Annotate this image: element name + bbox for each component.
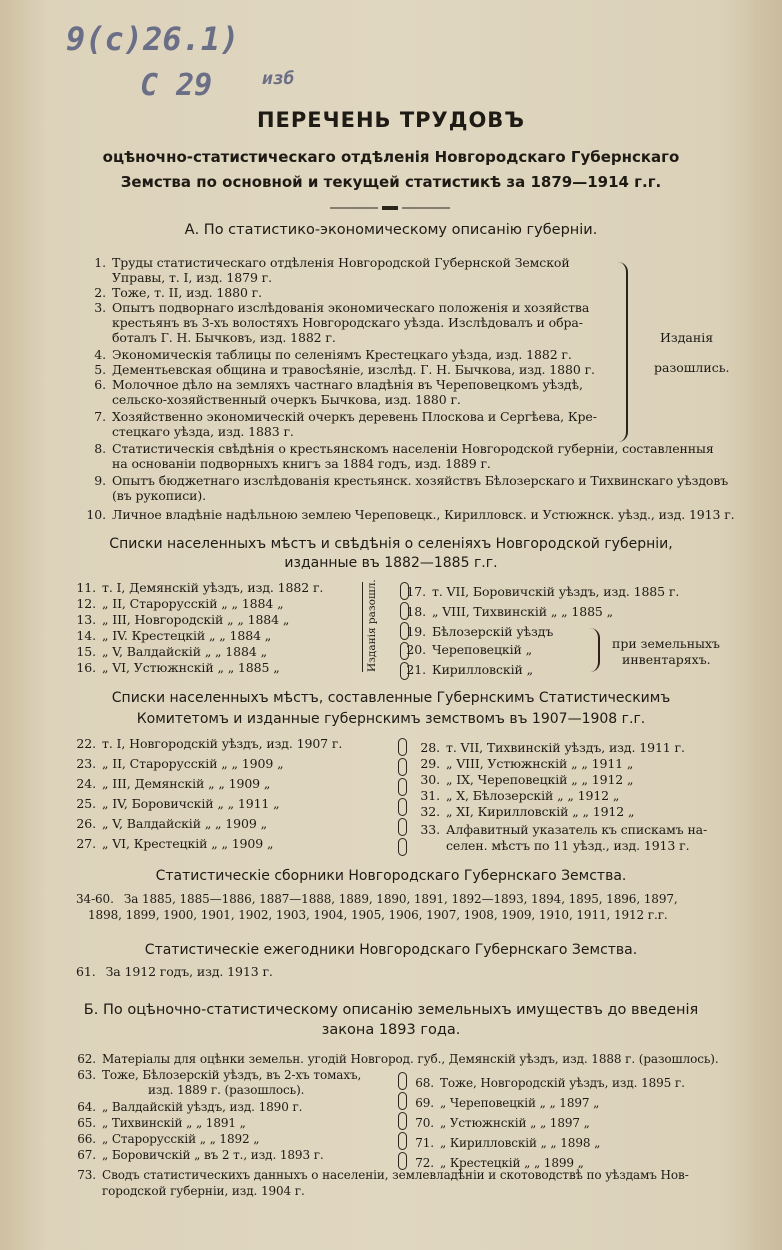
inventory-brace bbox=[590, 628, 600, 672]
item-number: 71. bbox=[415, 1136, 434, 1150]
item-number: 30. bbox=[420, 772, 440, 787]
list-item: За 1912 годъ, изд. 1913 г. bbox=[105, 964, 273, 979]
sborniki-years-1: За 1885, 1885—1886, 1887—1888, 1889, 1890, 1891, 1892—1893, 1894, 1895, 1896, 1897, bbox=[123, 892, 678, 906]
subtitle-line-2: Земства по основной и текущей статистикѣ за 1879—1914 г.г. bbox=[120, 173, 662, 191]
list-item: изд. 1889 г. (разошлось). bbox=[148, 1083, 305, 1097]
list-item: „ Валдайскій уѣздъ, изд. 1890 г. bbox=[102, 1100, 303, 1114]
lists-1907-heading-2: Комитетомъ и изданные губернскимъ земствомъ въ 1907—1908 г.г. bbox=[136, 711, 646, 727]
item-number: 7. bbox=[94, 409, 106, 424]
item-number: 16. bbox=[76, 660, 96, 675]
list-item: Череповецкій „ bbox=[432, 642, 532, 657]
list-item: т. VII, Тихвинскій уѣздъ, изд. 1911 г. bbox=[446, 740, 685, 755]
item-number: 73. bbox=[77, 1168, 96, 1182]
item-number: 6. bbox=[94, 377, 106, 392]
list-item: Тоже, т. II, изд. 1880 г. bbox=[112, 285, 262, 300]
item-number: 63. bbox=[77, 1068, 96, 1082]
list-item: боталъ Г. Н. Бычковъ, изд. 1882 г. bbox=[112, 330, 336, 345]
brace-label-2: разошлись. bbox=[654, 360, 730, 375]
brace-label-1: Изданія bbox=[660, 330, 714, 345]
lists-1907-heading-1: Списки населенныхъ мѣстъ, составленные Губернскимъ Статистическимъ bbox=[111, 690, 671, 706]
chain-divider bbox=[398, 738, 407, 858]
list-item: „ Тихвинскій „ „ 1891 „ bbox=[102, 1116, 246, 1130]
item-number: 64. bbox=[77, 1100, 96, 1114]
list-item: Управы, т. I, изд. 1879 г. bbox=[112, 270, 272, 285]
list-item: „ IX, Череповецкій „ „ 1912 „ bbox=[446, 772, 634, 787]
item-number: 69. bbox=[415, 1096, 434, 1110]
section-b-heading-1: Б. По оцѣночно-статистическому описанію земельныхъ имуществъ до введенія bbox=[83, 1002, 699, 1018]
item-number: 20. bbox=[406, 642, 426, 657]
list-item: стецкаго уѣзда, изд. 1883 г. bbox=[112, 424, 294, 439]
list-item: Матеріалы для оцѣнки земельн. угодій Новгород. губ., Демянскій уѣздъ, изд. 1888 г. (разошлось). bbox=[102, 1052, 719, 1066]
section-a-heading: А. По статистико-экономическому описанію губерніи. bbox=[184, 222, 598, 238]
list-item: т. I, Новгородскій уѣздъ, изд. 1907 г. bbox=[102, 736, 343, 751]
list-item: „ IV. Крестецкій „ „ 1884 „ bbox=[102, 628, 272, 643]
item-number: 18. bbox=[406, 604, 426, 619]
handwritten-extra: изб bbox=[262, 68, 295, 89]
lists-1882-heading-1: Списки населенныхъ мѣстъ и свѣдѣнія о селеніяхъ Новгородской губерніи, bbox=[109, 536, 673, 552]
list-item: Тоже, Бѣлозерскій уѣздъ, въ 2-хъ томахъ, bbox=[102, 1068, 362, 1082]
brace-bracket bbox=[612, 262, 628, 442]
list-item: „ VI, Крестецкій „ „ 1909 „ bbox=[102, 836, 274, 851]
chain-divider bbox=[398, 1072, 407, 1172]
sborniki-heading: Статистическіе сборники Новгородскаго Губернскаго Земства. bbox=[155, 868, 627, 884]
list-item: Алфавитный указатель къ спискамъ на- bbox=[446, 822, 708, 837]
vertical-note: Изданія разошл. bbox=[366, 579, 378, 672]
item-number: 24. bbox=[76, 776, 96, 791]
list-item: „ III, Демянскій „ „ 1909 „ bbox=[102, 776, 271, 791]
item-number: 70. bbox=[415, 1116, 434, 1130]
list-item: „ VIII, Тихвинскій „ „ 1885 „ bbox=[432, 604, 614, 619]
list-item: „ II, Старорусскій „ „ 1909 „ bbox=[102, 756, 284, 771]
list-item: „ Боровичскій „ въ 2 т., изд. 1893 г. bbox=[102, 1148, 324, 1162]
item-number: 15. bbox=[76, 644, 96, 659]
item-number: 22. bbox=[76, 736, 96, 751]
list-item: „ VIII, Устюжнскій „ „ 1911 „ bbox=[446, 756, 634, 771]
item-number: 5. bbox=[94, 362, 106, 377]
list-item: Сводъ статистическихъ данныхъ о населеніи, землевладѣніи и скотоводствѣ по уѣздамъ Нов- bbox=[102, 1168, 689, 1182]
item-number: 66. bbox=[77, 1132, 96, 1146]
vertical-divider bbox=[348, 582, 363, 672]
inventory-note-2: инвентаряхъ. bbox=[622, 652, 711, 667]
item-number: 32. bbox=[420, 804, 440, 819]
inventory-note-1: при земельныхъ bbox=[612, 636, 721, 651]
item-number: 33. bbox=[420, 822, 440, 837]
item-number: 1. bbox=[94, 255, 106, 270]
list-item: т. I, Демянскій уѣздъ, изд. 1882 г. bbox=[102, 580, 324, 595]
item-number: 26. bbox=[76, 816, 96, 831]
list-item: Бѣлозерскій уѣздъ bbox=[432, 624, 554, 639]
shelf-mark: 9(с)26.1) bbox=[66, 20, 240, 58]
item-number: 17. bbox=[406, 584, 426, 599]
list-item: сельско-хозяйственный очеркъ Бычкова, изд. 1880 г. bbox=[112, 392, 461, 407]
item-number: 14. bbox=[76, 628, 96, 643]
item-number: 27. bbox=[76, 836, 96, 851]
list-item: Опытъ бюджетнаго изслѣдованія крестьянск. хозяйствъ Бѣлозерскаго и Тихвинскаго уѣздовъ bbox=[112, 473, 729, 488]
list-item: „ Старорусскій „ „ 1892 „ bbox=[102, 1132, 260, 1146]
item-number: 28. bbox=[420, 740, 440, 755]
item-number: 25. bbox=[76, 796, 96, 811]
item-number: 21. bbox=[406, 662, 426, 677]
item-number: 9. bbox=[94, 473, 106, 488]
list-item: „ VI, Устюжнскій „ „ 1885 „ bbox=[102, 660, 280, 675]
ezhegodniki-heading: Статистическіе ежегодники Новгородскаго Губернскаго Земства. bbox=[144, 942, 638, 958]
item-number: 11. bbox=[76, 580, 96, 595]
item-number: 10. bbox=[86, 507, 106, 522]
item-number: 4. bbox=[94, 347, 106, 362]
item-number: 31. bbox=[420, 788, 440, 803]
list-item: Молочное дѣло на земляхъ частнаго владѣнія въ Череповецкомъ уѣздѣ, bbox=[112, 377, 583, 392]
list-item: Кирилловскій „ bbox=[432, 662, 533, 677]
item-number: 72. bbox=[415, 1156, 434, 1170]
page-title: ПЕРЕЧЕНЬ ТРУДОВЪ bbox=[256, 108, 526, 132]
subtitle-line-1: оцѣночно-статистическаго отдѣленія Новгородскаго Губернскаго bbox=[102, 148, 680, 166]
list-item: „ XI, Кирилловскій „ „ 1912 „ bbox=[446, 804, 635, 819]
item-number: 67. bbox=[77, 1148, 96, 1162]
list-item: „ II, Старорусскій „ „ 1884 „ bbox=[102, 596, 284, 611]
section-b-heading-2: закона 1893 года. bbox=[321, 1022, 461, 1038]
item-number: 8. bbox=[94, 441, 106, 456]
item-number: 68. bbox=[415, 1076, 434, 1090]
list-item: Личное владѣніе надѣльною землею Череповецк., Кирилловск. и Устюжнск. уѣзд., изд. 1913 г. bbox=[112, 507, 735, 522]
list-item: „ Кирилловскій „ „ 1898 „ bbox=[440, 1136, 601, 1150]
item-number: 23. bbox=[76, 756, 96, 771]
handwritten-code: С 29 bbox=[140, 68, 213, 103]
list-item: Экономическія таблицы по селеніямъ Крестецкаго уѣзда, изд. 1882 г. bbox=[112, 347, 572, 362]
list-item: „ Череповецкій „ „ 1897 „ bbox=[440, 1096, 600, 1110]
list-item: Дементьевская община и травосѣяніе, изслѣд. Г. Н. Бычкова, изд. 1880 г. bbox=[112, 362, 595, 377]
list-item: на основаніи подворныхъ книгъ за 1884 годъ, изд. 1889 г. bbox=[112, 456, 491, 471]
item-number: 3. bbox=[94, 300, 106, 315]
list-item: „ IV, Боровичскій „ „ 1911 „ bbox=[102, 796, 280, 811]
list-item: „ III, Новгородскій „ „ 1884 „ bbox=[102, 612, 290, 627]
list-item: Тоже, Новгородскій уѣздъ, изд. 1895 г. bbox=[440, 1076, 685, 1090]
list-item: Статистическія свѣдѣнія о крестьянскомъ населеніи Новгородской губерніи, составленныя bbox=[112, 441, 714, 456]
item-number: 34-60. bbox=[76, 892, 114, 906]
list-item: городской губерніи, изд. 1904 г. bbox=[102, 1184, 305, 1198]
list-item: крестьянъ въ 3-хъ волостяхъ Новгородскаго уѣзда. Изслѣдовалъ и обра- bbox=[112, 315, 583, 330]
list-item: селен. мѣстъ по 11 уѣзд., изд. 1913 г. bbox=[446, 838, 690, 853]
list-item: Хозяйственно экономическій очеркъ деревень Плоскова и Сергѣева, Кре- bbox=[112, 409, 597, 424]
lists-1882-heading-2: изданные въ 1882—1885 г.г. bbox=[284, 555, 498, 571]
list-item: „ X, Бѣлозерскій „ „ 1912 „ bbox=[446, 788, 620, 803]
item-number: 61. bbox=[76, 964, 96, 979]
list-item: „ Устюжнскій „ „ 1897 „ bbox=[440, 1116, 590, 1130]
list-item: „ V, Валдайскій „ „ 1909 „ bbox=[102, 816, 267, 831]
sborniki-years-2: 1898, 1899, 1900, 1901, 1902, 1903, 1904, 1905, 1906, 1907, 1908, 1909, 1910, 1911, 1912 г.г. bbox=[88, 908, 668, 922]
item-number: 62. bbox=[77, 1052, 96, 1066]
list-item: Труды статистическаго отдѣленія Новгородской Губернской Земской bbox=[112, 255, 570, 270]
list-item: Опытъ подворнаго изслѣдованія экономическаго положенія и хозяйства bbox=[112, 300, 590, 315]
item-number: 65. bbox=[77, 1116, 96, 1130]
item-number: 19. bbox=[406, 624, 426, 639]
list-item: „ Крестецкій „ „ 1899 „ bbox=[440, 1156, 584, 1170]
ornament-divider bbox=[330, 205, 450, 211]
list-item: (въ рукописи). bbox=[112, 488, 206, 503]
item-number: 29. bbox=[420, 756, 440, 771]
list-item: т. VII, Боровичскій уѣздъ, изд. 1885 г. bbox=[432, 584, 680, 599]
item-number: 12. bbox=[76, 596, 96, 611]
list-item: „ V, Валдайскій „ „ 1884 „ bbox=[102, 644, 267, 659]
item-number: 13. bbox=[76, 612, 96, 627]
item-number: 2. bbox=[94, 285, 106, 300]
